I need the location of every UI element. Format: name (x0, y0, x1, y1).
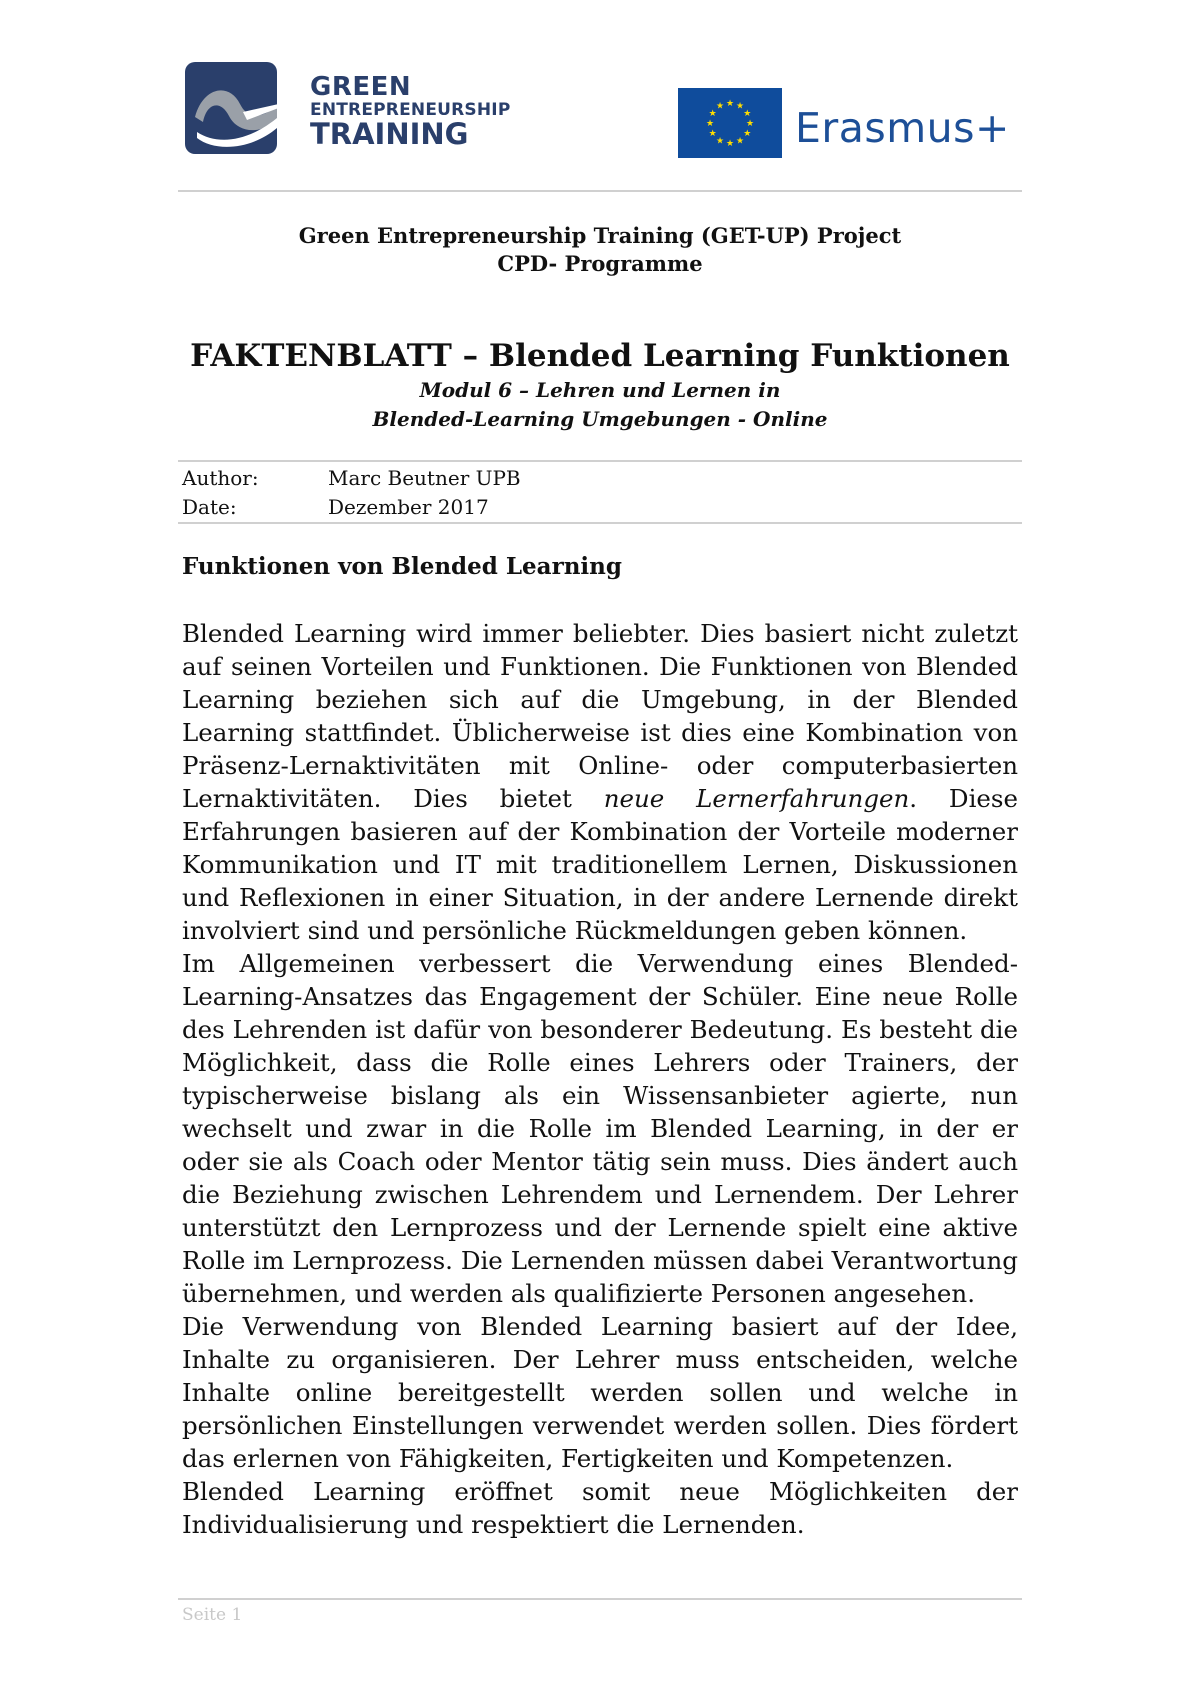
svg-text:★: ★ (715, 101, 725, 112)
page-number: Seite 1 (182, 1605, 243, 1625)
logo-line-2: ENTREPRENEURSHIP (310, 100, 511, 120)
subtitle-line-1: Modul 6 – Lehren und Lernen in (419, 378, 781, 402)
svg-text:★: ★ (715, 136, 725, 147)
footer-divider (178, 1598, 1022, 1600)
paragraph-1-end: . Diese Erfahrungen basieren auf der Kombination der Vorteile moderner Kommunikation und IT mit traditionellem Lernen, Diskussionen und Reflexionen in einer Situation, in der andere Lernende direkt involviert sind und persönliche Rückmeldungen geben können. (182, 784, 1018, 945)
section-heading: Funktionen von Blended Learning (182, 553, 622, 580)
date-label: Date: (182, 495, 237, 519)
svg-text:★: ★ (708, 129, 717, 139)
logo-line-1: GREEN (310, 72, 412, 102)
paragraph-1-start: Blended Learning wird immer beliebter. Dies basiert nicht zuletzt auf seinen Vorteilen und Funktionen. Die Funktionen von Blended Learning beziehen sich auf die Umgebung, in der Blended Learning stattfindet. Üblicherweise ist dies eine Kombination von Präsenz-Lernaktivitäten mit Online- oder computerbasierten Lernaktivitäten. Dies bietet (182, 619, 1018, 813)
paragraph-3: Die Verwendung von Blended Learning basiert auf der Idee, Inhalte zu organisieren. Der Lehrer muss entscheiden, welche Inhalte online bereitgestellt werden sollen und welche in persönlichen Einstellungen verwendet werden sollen. Dies fördert das erlernen von Fähigkeiten, Fertigkeiten und Kompetenzen. (182, 1312, 1018, 1473)
svg-text:★: ★ (743, 109, 752, 119)
project-line-2: CPD- Programme (497, 251, 703, 276)
erasmus-wordmark: Erasmus+ (795, 104, 1010, 152)
document-meta (182, 464, 521, 522)
eu-flag-icon (678, 88, 782, 158)
author-value: Marc Beutner UPB (328, 466, 521, 490)
svg-text:★: ★ (705, 119, 715, 129)
page-title: FAKTENBLATT – Blended Learning Funktionen (190, 338, 1010, 374)
project-heading (178, 222, 1022, 278)
date-value: Dezember 2017 (328, 495, 489, 519)
green-entrepreneurship-logo (185, 62, 511, 162)
paragraph-1-emphasis: neue Lernerfahrungen (603, 784, 910, 813)
svg-text:★: ★ (743, 129, 752, 139)
body-text (182, 617, 1018, 1541)
erasmus-plus-logo (678, 88, 1023, 160)
meta-bottom-divider (178, 522, 1022, 524)
logo-line-3: TRAINING (310, 117, 469, 151)
author-label: Author: (182, 466, 259, 490)
author-row (182, 464, 521, 493)
wave-logo-icon (185, 62, 277, 154)
svg-text:★: ★ (725, 139, 735, 149)
paragraph-1 (182, 617, 1018, 947)
header-divider (178, 190, 1022, 192)
svg-text:★: ★ (725, 99, 735, 109)
svg-text:★: ★ (745, 119, 755, 129)
logo-wordmark (310, 74, 511, 149)
paragraph-4: Blended Learning eröffnet somit neue Möglichkeiten der Individualisierung und respektiert die Lernenden. (182, 1477, 1018, 1539)
svg-text:★: ★ (708, 109, 717, 119)
svg-text:★: ★ (735, 101, 745, 112)
date-row (182, 493, 521, 522)
svg-text:★: ★ (735, 136, 745, 147)
subtitle-line-2: Blended-Learning Umgebungen - Online (372, 407, 828, 431)
meta-top-divider (178, 460, 1022, 462)
project-line-1: Green Entrepreneurship Training (GET-UP) Project (298, 223, 902, 248)
page-subtitle (178, 376, 1022, 434)
paragraph-2: Im Allgemeinen verbessert die Verwendung eines Blended-Learning-Ansatzes das Engagement der Schüler. Eine neue Rolle des Lehrenden ist dafür von besonderer Bedeutung. Es besteht die Möglichkeit, dass die Rolle eines Lehrers oder Trainers, der typischerweise bislang als ein Wissensanbieter agierte, nun wechselt und zwar in die Rolle im Blended Learning, in der er oder sie als Coach oder Mentor tätig sein muss. Dies ändert auch die Beziehung zwischen Lehrendem und Lernendem. Der Lehrer unterstützt den Lernprozess und der Lernende spielt eine aktive Rolle im Lernprozess. Die Lernenden müssen dabei Verantwortung übernehmen, und werden als qualifizierte Personen angesehen. (182, 949, 1018, 1308)
